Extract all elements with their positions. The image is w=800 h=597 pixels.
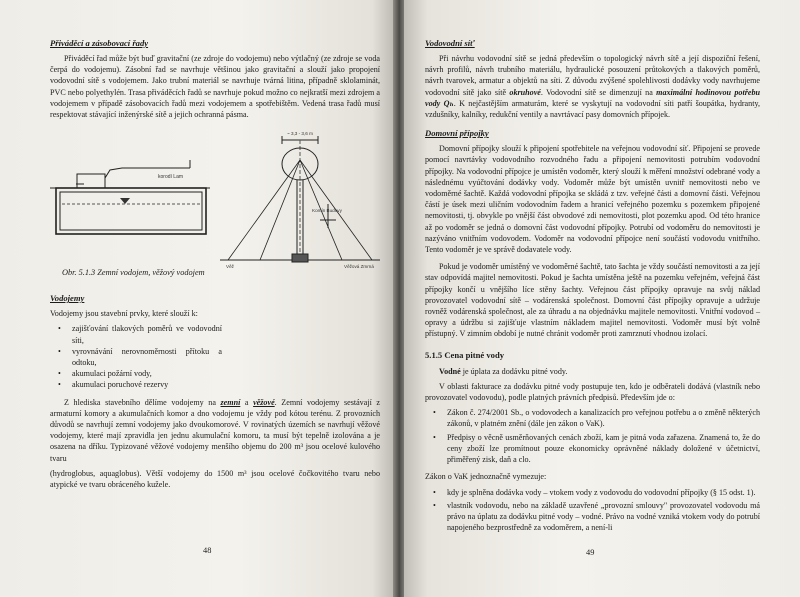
list-item: • vyrovnávání nerovnoměrnosti přítoku a odtoku,	[50, 346, 222, 368]
paragraph-vodne: Vodné je úplata za dodávku pitné vody.	[439, 366, 568, 376]
vodojemy-intro: Vodojemy jsou stavební prvky, které slouží k:	[50, 309, 198, 319]
paragraph-privadeci-rady: Přiváděcí řad může být buď gravitační (ze zdroje do vodojemu) nebo výtlačný (ze zdroje se voda čerpá do vodojemu). Zásobní řad se navrhuje většinou jako gravitační a slouží jako propojení vodovodní sítě s vodojemem. Jako trubní materiál se navrhuje tvárná litina, případně sklolaminát, PVC nebo polyethylén. Trasa přiváděcích řadů se navrhuje pokud možno co nejkratší mezi zdrojem a vodojemem v případě zásobovacích řadů mezi vodojemem a spotřebištěm. Vedená trasa řadů musí respektovat stávající inženýrské sítě a jejich ochranná pásma.	[50, 54, 380, 120]
guy-wire-2	[260, 160, 300, 260]
paragraph-vodomer-sachta: Pokud je vodoměr umístěný ve vodoměrné šachtě, tato šachta je vždy součástí nemovitosti a za její stav odpovídá majitel nemovitosti. Pokud je šachta umístěna ještě na pozemku veřejném, veřejná část přípojky končí u vnějšího líce stěny šachty. Veřejnou část přípojky opravuje na svůj náklad provozovatel vodovodní sítě – vodárenská společnost. Domovní část přípojky opravuje a udržuje rovněž vodárenská společnost, ale za úhradu a na objednávku majitele nemovitosti. Vnitřní vodovod – opravy a údržbu si zajišťuje vlastním nákladem majitel nemovitosti. Vodoměr musí být volně přístupný. V zimním období je nutné chránit vodoměr proti zamrznutí vhodnou izolací.	[425, 262, 760, 339]
tower-base	[292, 254, 308, 262]
figure-caption-label: Obr. 5.1.3	[62, 268, 96, 278]
paragraph-fakturace: V oblasti fakturace za dodávku pitné vody postupuje ten, kdo je odběrateli dodává (vlastník nebo provozovatel vodovodu), podle platných právních předpisů. Především jde o:	[425, 381, 760, 403]
term-okruhove: okruhové	[509, 87, 541, 97]
list-item: • zajišťování tlakových poměrů ve vodovodní síti,	[50, 323, 222, 345]
bottom-right-label: Věžová Zmrná	[344, 264, 374, 270]
figure-caption	[62, 268, 205, 277]
paragraph-vodovodni-sit: Při návrhu vodovodní sítě se jedná především o topologický návrh sítě a její dispoziční řešení, návrh profilů, návrh trubního materiálu, hydraulické posouzení průtokových a tlakových poměrů, návrh tvarovek, armatur a objektů na síti. Z důvodu zvýšené spolehlivosti dodávky vody navrhujeme vodovodní sítě jako sítě okruhové. Vodovodní sítě se dimenzují na maximální hodinovou potřebu vody Qₕ. K nejčastějším armaturám, které se vyskytují na vodovodní síti patří šoupátka, hydranty, vzdušníky, kalníky, redukční ventily a navrtávací pasy domovních přípojek.	[425, 54, 760, 120]
heading-vodovodni-sit: Vodovodní síť	[425, 38, 475, 48]
list-item: • Zákon č. 274/2001 Sb., o vodovodech a kanalizacích pro veřejnou potřebu a o změně některých zákonů, v platném znění (dále jen zákon o VaK).	[425, 407, 760, 429]
term-max-hodinova: maximální hodinovou potřebu vody Qₕ	[425, 87, 760, 108]
right-page-content	[425, 38, 760, 539]
side-label: Komín Budovy	[312, 208, 342, 214]
valve-chamber	[77, 174, 105, 188]
list-item: • akumulaci požární vody,	[50, 368, 380, 379]
list-item: • vlastník vodovodu, nebo na základě uzavřené „provozní smlouvy" provozovatel vodovodu má právo na úplatu za dodávku pitné vody – vodné. Právo na vodné vzniká vtokem vody do potrubí napojeného bezprostředně za vodoměrem, a není-li	[425, 500, 760, 534]
figure-caption-text: Zemní vodojem, věžový vodojem	[97, 268, 205, 278]
ground-level-label: korodí Lam	[158, 174, 184, 181]
heading-domovni-pripojky: Domovní přípojky	[425, 128, 489, 139]
term-zemni: zemní	[220, 397, 241, 407]
paragraph-vodojemy-type: Z hlediska stavebního dělíme vodojemy na zemní a věžové. Zemní vodojemy sestávají z armaturní komory a akumulačních komor a dno vodojemu je vždy pod kótou terénu. Z provozních důvodů se navrhují zemní vodojemy jako dvoukomorové. V rovinatých územích se navrhují věžové vodojemy, které mají zpravidla jen jednu akumulační komoru, ta musí být tepelně izolována a je osazena na dříku. Typizované věžové vodojemy menšího objemu do 200 m³ jsou ocelové kulového tvaru	[50, 397, 380, 463]
left-page	[0, 0, 396, 597]
vodojemy-bullet-list	[50, 323, 380, 390]
list-item: • Předpisy o věcně usměrňovaných cenách zboží, kam je pitná voda zařazena. Znamená to, že do ceny zboží lze promítnout pouze ekonomicky oprávněné náklady doložené v účetnictví, přiměřený zisk, daň a clo.	[425, 432, 760, 466]
zakon-bullet-list	[425, 487, 760, 534]
heading-cena-pitne-vody: 5.1.5 Cena pitné vody	[425, 349, 505, 360]
dimension-label: ~ 3,3 - 3,6 m	[287, 131, 313, 137]
page-number-right: 49	[586, 548, 595, 557]
page-number-left: 48	[203, 546, 212, 555]
figure-vodojem	[50, 130, 380, 278]
heading-vodojemy: Vodojemy	[50, 293, 85, 304]
term-vodne: Vodné	[439, 366, 461, 376]
paragraph-zakon-vymezuje: Zákon o VaK jednoznačně vymezuje:	[425, 472, 547, 482]
list-item: • kdy je splněna dodávka vody – vtokem vody z vodovodu do vodovodní přípojky (§ 15 odst. 1).	[425, 487, 760, 498]
vodojem-drawing	[50, 130, 380, 270]
heading-privadeci-rady: Přiváděcí a zásobovací řady	[50, 38, 149, 48]
left-page-content	[50, 38, 380, 490]
guy-wire-1	[228, 160, 300, 260]
bottom-left-label: Věž	[226, 264, 234, 270]
accumulation-chamber	[60, 192, 202, 230]
paragraph-domovni-pripojky: Domovní přípojky slouží k připojení spotřebitele na veřejnou vodovodní síť. Připojení se provede pomocí navrtávky vodovodního rozvodného řadu a připojení nemovitosti potrubím vodovodní přípojky. Na vodovodní přípojce je umístěn vodoměr, který slouží k měření množství odebrané vody a následnému vyúčtování dodávky vody. Vodoměr může být umístěn uvnitř nemovitosti nebo ve vodoměrné šachtě. Každá vodovodní přípojka se skládá z tzv. veřejné části a domovní části. Veřejnou částí je úsek mezi uličním vodovodním řadem a hranicí veřejného pozemku s pozemkem připojené nemovitosti, tj. obvykle po vnější část obvodové zdi nemovitosti, plot pozemku apod. Od této hranice až po vodoměr se jedná o domovní část vodovodní přípojky. Potrubí od vodoměru do nemovitosti je nazýváno vnitřním vodovodem. Vodoměr na vodovodní přípojce není součástí vodovodu vnitřního. Tento vodoměr je ve správě dodavatele vody.	[425, 144, 760, 255]
paragraph-vodojemy-size: (hydroglobus, aquaglobus). Větší vodojemy do 1500 m³ jsou ocelové čočkovitého tvaru nebo atypické ve tvaru obráceného kužele.	[50, 468, 380, 490]
term-vezove: věžové	[253, 397, 275, 407]
legal-bullet-list	[425, 407, 760, 465]
list-item: • akumulaci poruchové rezervy	[50, 379, 380, 390]
